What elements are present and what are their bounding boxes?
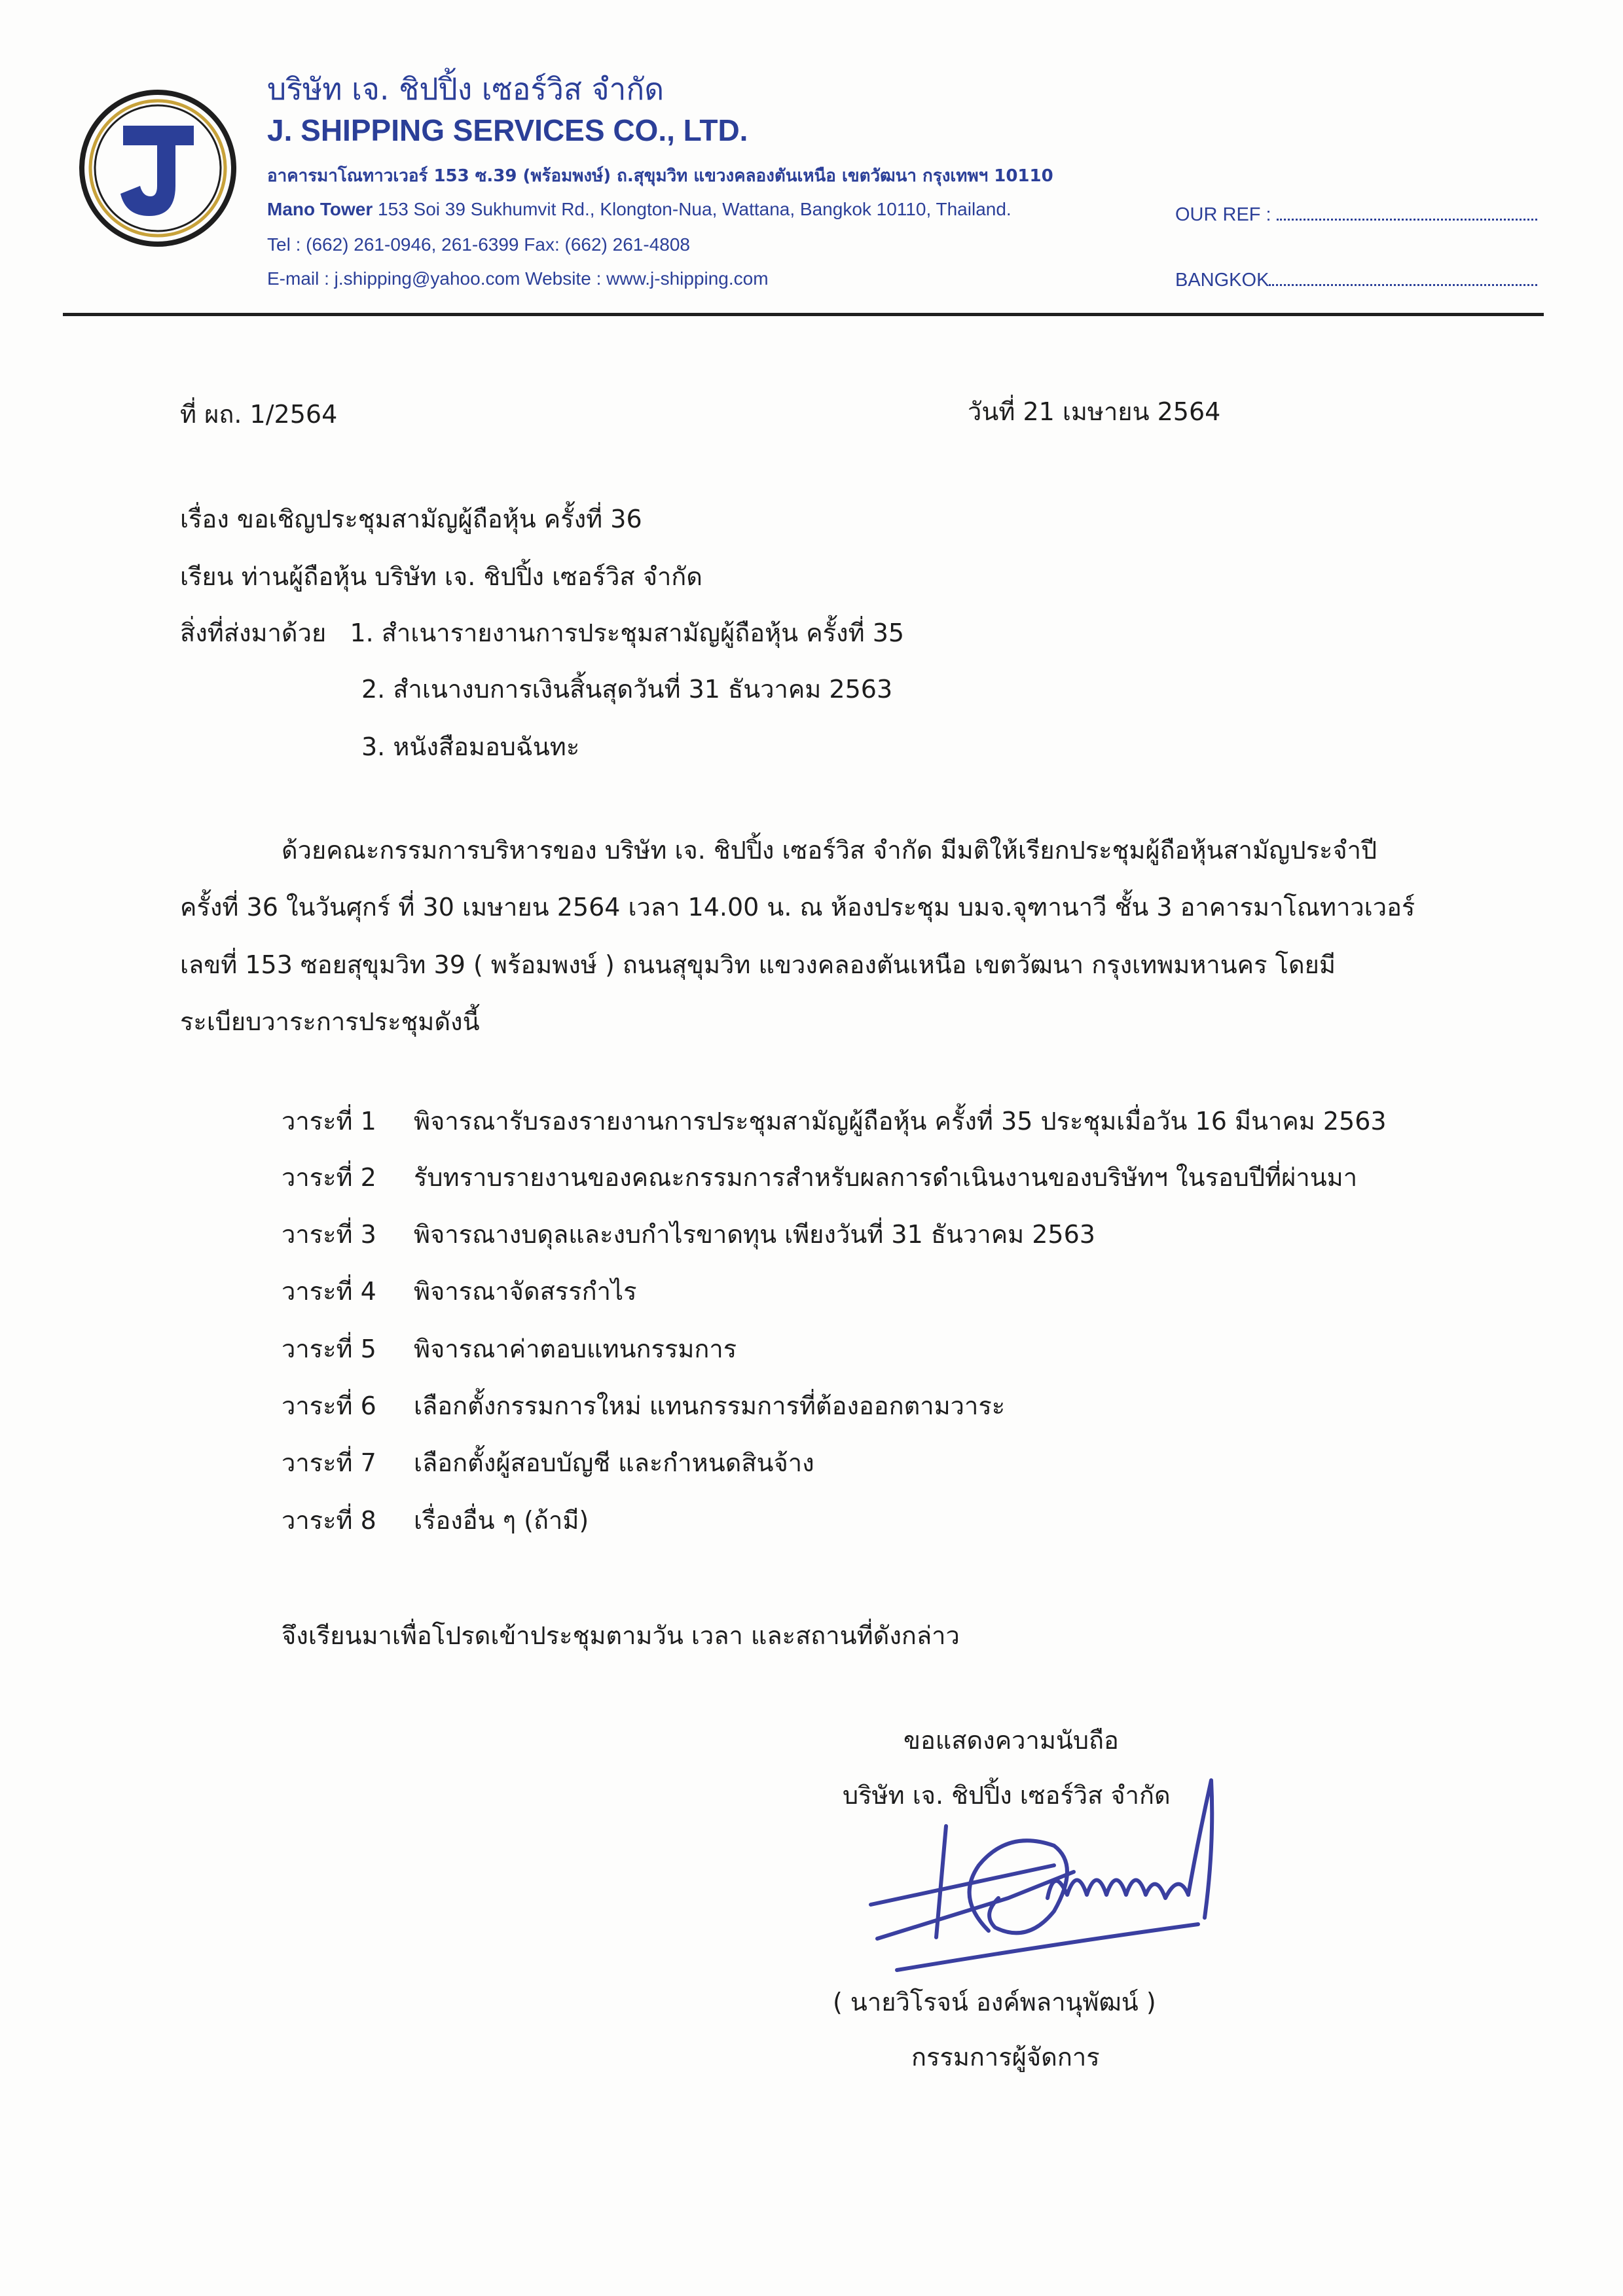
enclosure-text: 1. สำเนารายงานการประชุมสามัญผู้ถือหุ้น ครั้งที่ 35 (350, 619, 905, 647)
agenda-text: รับทราบรายงานของคณะกรรมการสำหรับผลการดำเนินงานของบริษัทฯ ในรอบปีที่ผ่านมา (414, 1163, 1358, 1192)
paragraph-line: เลขที่ 153 ซอยสุขุมวิท 39 ( พร้อมพงษ์ ) ถนนสุขุมวิท แขวงคลองตันเหนือ เขตวัฒนา กรุงเทพมหานคร โดยมี (180, 950, 1336, 979)
closing-sentence: จึงเรียนมาเพื่อโปรดเข้าประชุมตามวัน เวลา และสถานที่ดังกล่าว (282, 1621, 960, 1650)
agenda-number: วาระที่ 8 (282, 1506, 376, 1535)
city-field (1175, 270, 1537, 291)
agenda-number: วาระที่ 2 (282, 1163, 376, 1192)
enclosure-item (180, 613, 904, 653)
company-logo (77, 88, 238, 249)
paragraph-line: ครั้งที่ 36 ในวันศุกร์ ที่ 30 เมษายน 2564 เวลา 14.00 น. ณ ห้องประชุม บมจ.จุฑานาวี ชั้น 3 อาคารมาโณทาวเวอร์ (180, 893, 1415, 922)
paragraph-line: ระเบียบวาระการประชุมดังนี้ (180, 1007, 480, 1036)
agenda-number: วาระที่ 3 (282, 1220, 376, 1249)
enclosures-label: สิ่งที่ส่งมาด้วย (180, 619, 327, 647)
agenda-number: วาระที่ 4 (282, 1277, 376, 1306)
company-email-website: E-mail : j.shipping@yahoo.com Website : www.j-shipping.com (267, 268, 769, 289)
subject-line: เรื่อง ขอเชิญประชุมสามัญผู้ถือหุ้น ครั้งที่ 36 (180, 505, 642, 533)
letter-date: วันที่ 21 เมษายน 2564 (968, 397, 1221, 426)
handwritten-signature (858, 1767, 1224, 1983)
regards-line: ขอแสดงความนับถือ (903, 1726, 1119, 1755)
agenda-number: วาระที่ 6 (282, 1391, 376, 1420)
company-name-thai: บริษัท เจ. ชิปปิ้ง เซอร์วิส จำกัด (267, 71, 665, 107)
our-ref-blank-line (1277, 204, 1537, 221)
company-address-thai: อาคารมาโณทาวเวอร์ 153 ซ.39 (พร้อมพงษ์) ถ.สุขุมวิท แขวงคลองตันเหนือ เขตวัฒนา กรุงเทพฯ 10110 (267, 166, 1053, 186)
agenda-number: วาระที่ 1 (282, 1107, 376, 1136)
agenda-text: พิจารณารับรองรายงานการประชุมสามัญผู้ถือหุ้น ครั้งที่ 35 ประชุมเมื่อวัน 16 มีนาคม 2563 (414, 1107, 1387, 1136)
our-ref-field (1175, 204, 1537, 226)
street-address: 153 Soi 39 Sukhumvit Rd., Klongton-Nua, Wattana, Bangkok 10110, Thailand. (373, 199, 1012, 219)
agenda-text: เลือกตั้งกรรมการใหม่ แทนกรรมการที่ต้องออกตามวาระ (414, 1391, 1006, 1420)
signer-company: บริษัท เจ. ชิปปิ้ง เซอร์วิส จำกัด (843, 1781, 1171, 1810)
agenda-text: พิจารณาค่าตอบแทนกรรมการ (414, 1335, 737, 1363)
signer-position: กรรมการผู้จัดการ (911, 2043, 1100, 2072)
building-name: Mano Tower (267, 199, 373, 219)
agenda-number: วาระที่ 5 (282, 1335, 376, 1363)
our-ref-label: OUR REF : (1175, 204, 1277, 225)
company-phone-fax: Tel : (662) 261-0946, 261-6399 Fax: (662) 261-4808 (267, 234, 690, 255)
document-number: ที่ ผถ. 1/2564 (180, 400, 338, 429)
company-name-english: J. SHIPPING SERVICES CO., LTD. (267, 113, 748, 147)
company-address-english (267, 199, 1012, 220)
agenda-number: วาระที่ 7 (282, 1448, 376, 1477)
recipient-line: เรียน ท่านผู้ถือหุ้น บริษัท เจ. ชิปปิ้ง เซอร์วิส จำกัด (180, 562, 702, 591)
signer-name: ( นายวิโรจน์ องค์พลานุพัฒน์ ) (833, 1988, 1156, 2017)
city-blank-line (1269, 270, 1537, 286)
agenda-text: เลือกตั้งผู้สอบบัญชี และกำหนดสินจ้าง (414, 1448, 814, 1477)
enclosure-item: 3. หนังสือมอบฉันทะ (361, 732, 580, 761)
letterhead-divider (63, 313, 1544, 316)
agenda-text: พิจารณางบดุลและงบกำไรขาดทุน เพียงวันที่ 31 ธันวาคม 2563 (414, 1220, 1095, 1249)
agenda-text: พิจารณาจัดสรรกำไร (414, 1277, 637, 1306)
agenda-text: เรื่องอื่น ๆ (ถ้ามี) (414, 1506, 589, 1535)
enclosure-item: 2. สำเนางบการเงินสิ้นสุดวันที่ 31 ธันวาคม 2563 (361, 675, 893, 704)
paragraph-line: ด้วยคณะกรรมการบริหารของ บริษัท เจ. ชิปปิ้ง เซอร์วิส จำกัด มีมติให้เรียกประชุมผู้ถือหุ้นสามัญประจำปี (282, 836, 1377, 865)
city-label: BANGKOK (1175, 270, 1269, 291)
